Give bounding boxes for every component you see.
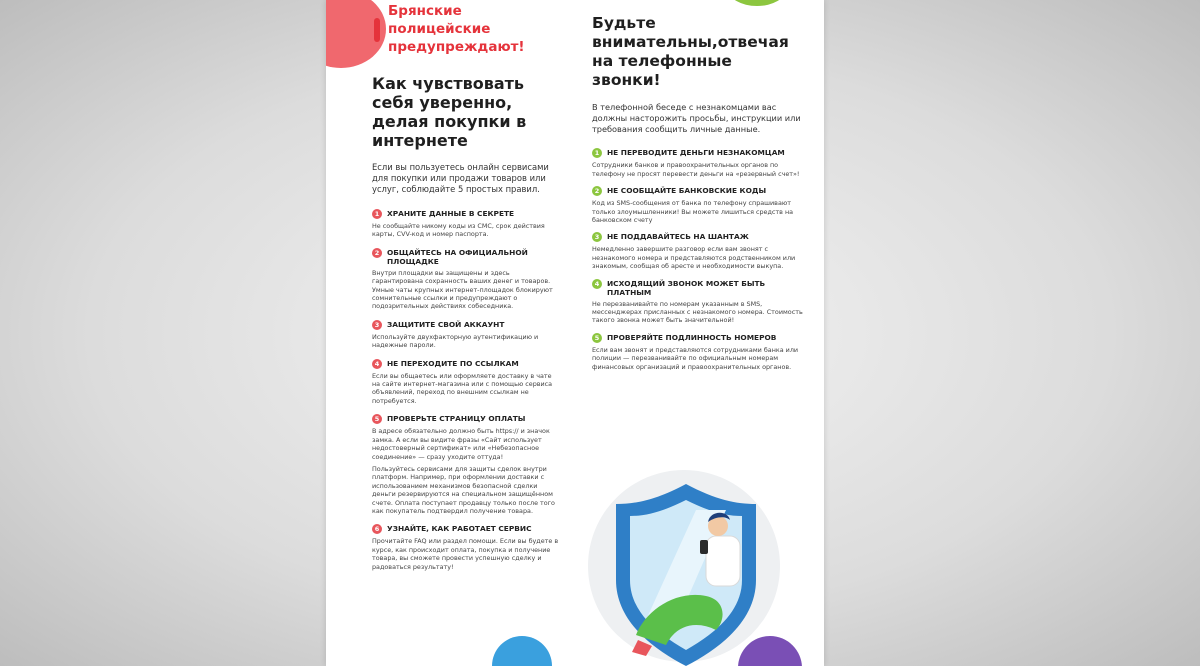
shopping-rule-2 <box>372 248 560 311</box>
phone-calls-column <box>592 14 808 379</box>
phone-calls-title: Будьте внимательны,отвечая на телефонные звонки! <box>592 14 789 89</box>
rule-title: НЕ ПОДДАВАЙТЕСЬ НА ШАНТАЖ <box>607 232 749 242</box>
shield-person-illustration <box>576 470 816 666</box>
rule-text: Если вы общаетесь или оформляете доставку в чате на сайте интернет-магазина или с помощью сервиса объявлений, переход по внешним ссылкам не потребуется. <box>372 371 553 405</box>
online-shopping-intro: Если вы пользуетесь онлайн сервисами для покупки или продажи товаров или услуг, соблюдайте 5 простых правил. <box>372 162 549 194</box>
number-badge: 2 <box>372 248 382 258</box>
number-badge: 2 <box>592 186 602 196</box>
number-badge: 4 <box>592 279 602 289</box>
rule-text: Прочитайте FAQ или раздел помощи. Если вы будете в курсе, как происходит оплата, покупка и получение товара, вы сможете провести успешную сделку и радоваться результату! <box>372 537 559 571</box>
phone-rule-1 <box>592 148 808 178</box>
brand-line: предупреждают! <box>388 39 525 55</box>
number-badge: 3 <box>592 232 602 242</box>
shopping-rule-1 <box>372 209 560 239</box>
decor-green-circle <box>728 0 786 6</box>
number-badge: 5 <box>372 414 382 424</box>
rule-text: Используйте двухфакторную аутентификацию и надежные пароли. <box>372 332 539 350</box>
rule-text: В адресе обязательно должно быть https:// и значок замка. А если вы видите фразы «Сайт использует недостоверный сертификат» или «Небезопасное соединение» — сразу уходите оттуда! <box>372 427 550 461</box>
rule-text: Если вам звонят и представляются сотрудниками банка или полиции — перезванивайте по официальным номерам финансовых организаций и правоохранительных органов. <box>592 345 799 371</box>
rule-text: Не перезванивайте по номерам указанным в SMS, мессенджерах присланных с незнакомого номера. Стоимость такого звонка может быть значительной! <box>592 299 803 325</box>
phone-rule-2 <box>592 186 808 224</box>
decor-blue-circle <box>492 636 552 666</box>
leaflet-page <box>326 0 824 666</box>
rule-text: Немедленно завершите разговор если вам звонят с незнакомого номера и представляются родственником или знакомым, сообщая об аресте и необходимости выкупа. <box>592 245 796 271</box>
number-badge: 3 <box>372 320 382 330</box>
phone-rule-5 <box>592 333 808 371</box>
rule-title: ЗАЩИТИТЕ СВОЙ АККАУНТ <box>387 319 505 329</box>
brand-line: полицейские <box>388 21 491 37</box>
shopping-rule-5 <box>372 414 560 515</box>
brand-accent-bar <box>374 18 380 42</box>
shopping-rule-4 <box>372 359 560 406</box>
phone-calls-intro: В телефонной беседе с незнакомцами вас должны насторожить просьбы, инструкции или требования сообщить личные данные. <box>592 102 801 134</box>
phone-icon <box>700 540 708 554</box>
rule-title: ИСХОДЯЩИЙ ЗВОНОК МОЖЕТ БЫТЬ ПЛАТНЫМ <box>607 278 766 297</box>
rule-text: Код из SMS-сообщения от банка по телефону спрашивают только злоумышленники! Вы можете лишиться средств на банковском счету <box>592 199 794 225</box>
rule-title: НЕ ПЕРЕХОДИТЕ ПО ССЫЛКАМ <box>387 358 519 368</box>
rule-title: НЕ СООБЩАЙТЕ БАНКОВСКИЕ КОДЫ <box>607 186 767 196</box>
rule-text: Сотрудники банков и правоохранительных органов по телефону не просят перевести деньги на «резервный счет»! <box>592 161 800 178</box>
number-badge: 1 <box>592 148 602 158</box>
online-shopping-title: Как чувствовать себя уверенно, делая покупки в интернете <box>372 74 527 150</box>
phone-rule-3 <box>592 232 808 270</box>
number-badge: 1 <box>372 209 382 219</box>
rule-title: УЗНАЙТЕ, КАК РАБОТАЕТ СЕРВИС <box>387 524 532 534</box>
rule-title: ПРОВЕРЬТЕ СТРАНИЦУ ОПЛАТЫ <box>387 414 526 424</box>
rule-title: НЕ ПЕРЕВОДИТЕ ДЕНЬГИ НЕЗНАКОМЦАМ <box>607 148 785 158</box>
rule-text: Пользуйтесь сервисами для защиты сделок внутри платформ. Например, при оформлении доставки с использованием механизмов безопасной сделки деньги резервируются на специальном защищённом счете. Оплата поступает продавцу только после того как покупатель подтвердил получение товара. <box>372 464 555 515</box>
shopping-rule-6 <box>372 524 560 571</box>
online-shopping-column <box>372 74 560 580</box>
number-badge: 6 <box>372 524 382 534</box>
shopping-rule-3 <box>372 320 560 350</box>
rule-title: ХРАНИТЕ ДАННЫЕ В СЕКРЕТЕ <box>387 209 515 218</box>
rule-title: ПРОВЕРЯЙТЕ ПОДЛИННОСТЬ НОМЕРОВ <box>607 332 777 342</box>
phone-rule-4 <box>592 279 808 325</box>
person-shirt <box>706 536 740 586</box>
rule-title: ОБЩАЙТЕСЬ НА ОФИЦИАЛЬНОЙ ПЛОЩАДКЕ <box>387 247 528 266</box>
number-badge: 5 <box>592 333 602 343</box>
number-badge: 4 <box>372 359 382 369</box>
rule-text: Не сообщайте никому коды из СМС, срок действия карты, CVV-код и номер паспорта. <box>372 222 545 239</box>
brand-line: Брянские <box>388 3 462 19</box>
rule-text: Внутри площадки вы защищены и здесь гарантирована сохранность ваших денег и товаров. Умные чаты крупных интернет-площадок блокируют сомнительные ссылки и предупреждают о подозрительных действиях собеседника. <box>372 268 553 311</box>
brand-heading <box>388 2 548 56</box>
